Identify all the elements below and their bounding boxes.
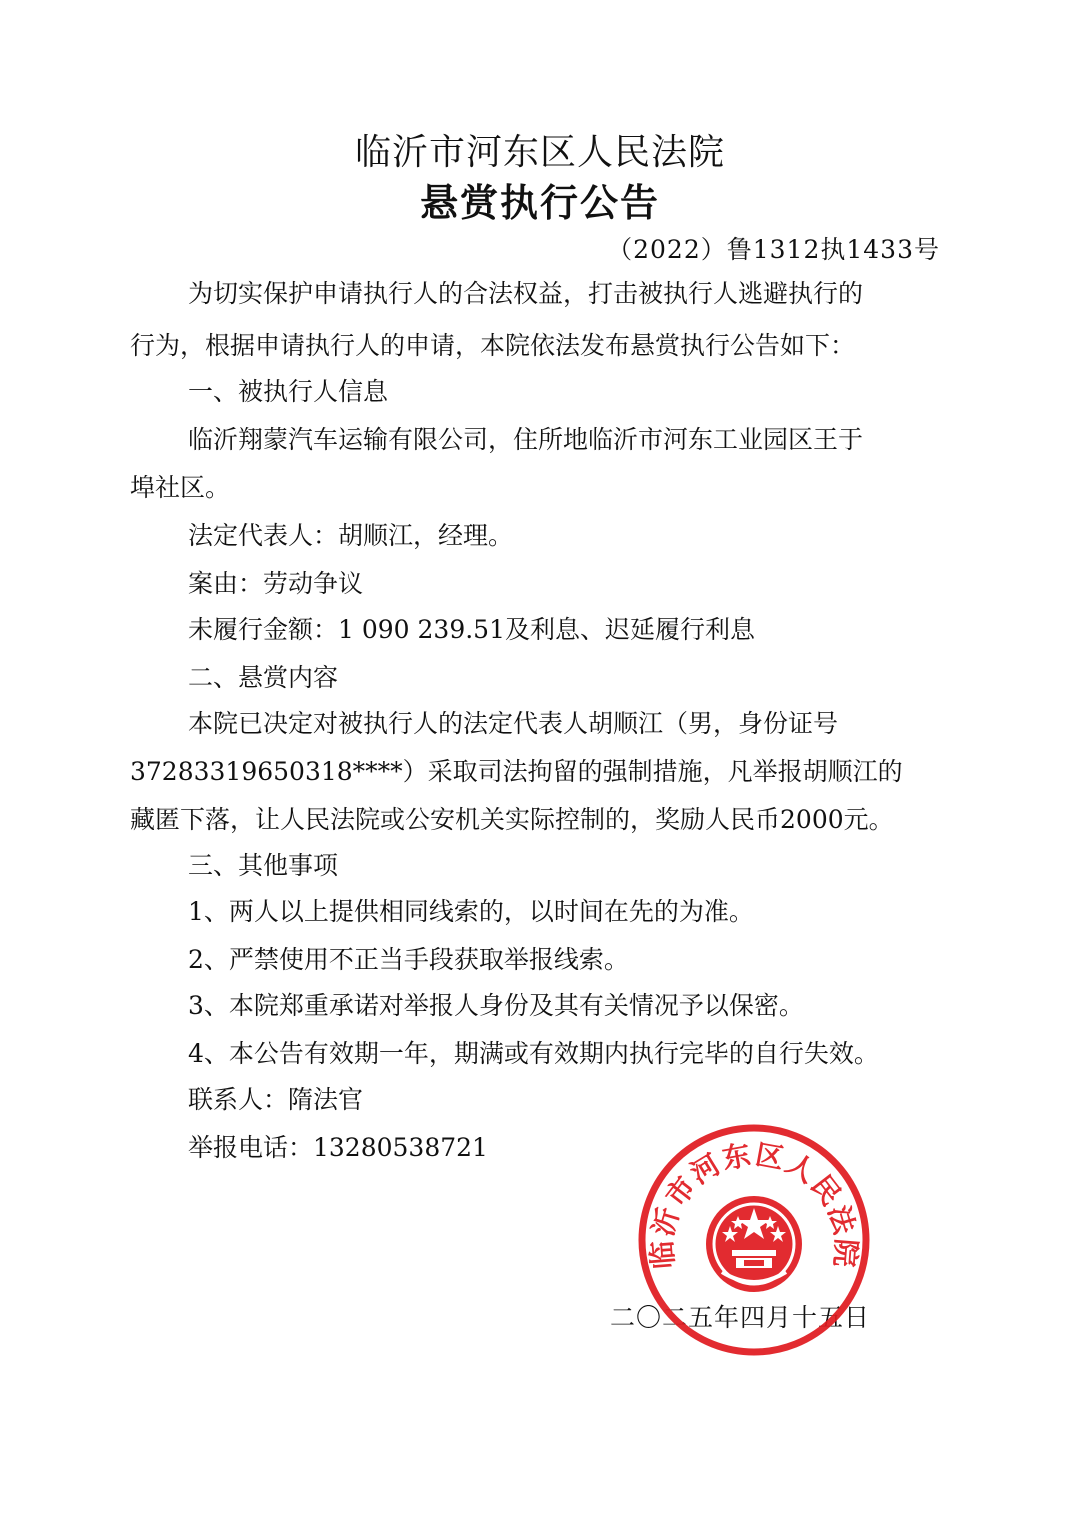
reward-line-2: 37283319650318****）采取司法拘留的强制措施，凡举报胡顺江的 [130,757,903,786]
svg-text:临沂市河东区人民法院: 临沂市河东区人民法院 [645,1137,863,1271]
intro-paragraph-line-1: 为切实保护申请执行人的合法权益，打击被执行人逃避执行的 [188,279,864,308]
other-item-3: 3、本院郑重承诺对举报人身份及其有关情况予以保密。 [188,991,804,1020]
intro-paragraph-line-2: 行为，根据申请执行人的申请，本院依法发布悬赏执行公告如下： [130,331,856,360]
section-heading-reward: 二、悬赏内容 [188,663,339,692]
other-item-4: 4、本公告有效期一年，期满或有效期内执行完毕的自行失效。 [188,1039,879,1068]
debtor-line-2: 埠社区。 [130,473,231,502]
section-heading-other: 三、其他事项 [188,851,339,880]
case-number: （2022）鲁1312执1433号 [607,235,940,264]
reward-line-1: 本院已决定对被执行人的法定代表人胡顺江（男，身份证号 [188,709,839,738]
issue-date: 二〇二五年四月十五日 [610,1303,871,1332]
court-seal-stamp [636,1122,872,1358]
debtor-line-1: 临沂翔蒙汽车运输有限公司，住所地临沂市河东工业园区王于 [188,425,864,454]
court-name-title: 临沂市河东区人民法院 [354,132,725,173]
national-emblem-icon [706,1196,802,1292]
other-item-2: 2、严禁使用不正当手段获取举报线索。 [188,945,629,974]
unpaid-amount: 未履行金额：1 090 239.51及利息、迟延履行利息 [188,615,755,644]
legal-representative: 法定代表人：胡顺江，经理。 [188,521,514,550]
notice-title: 悬赏执行公告 [419,180,660,225]
case-cause: 案由：劳动争议 [188,569,364,598]
other-item-1: 1、两人以上提供相同线索的，以时间在先的为准。 [188,897,754,926]
section-heading-debtor: 一、被执行人信息 [188,377,389,406]
report-phone: 举报电话：13280538721 [188,1133,488,1162]
reward-line-3: 藏匿下落，让人民法院或公安机关实际控制的，奖励人民币2000元。 [130,805,894,834]
contact-person: 联系人：隋法官 [188,1085,364,1114]
